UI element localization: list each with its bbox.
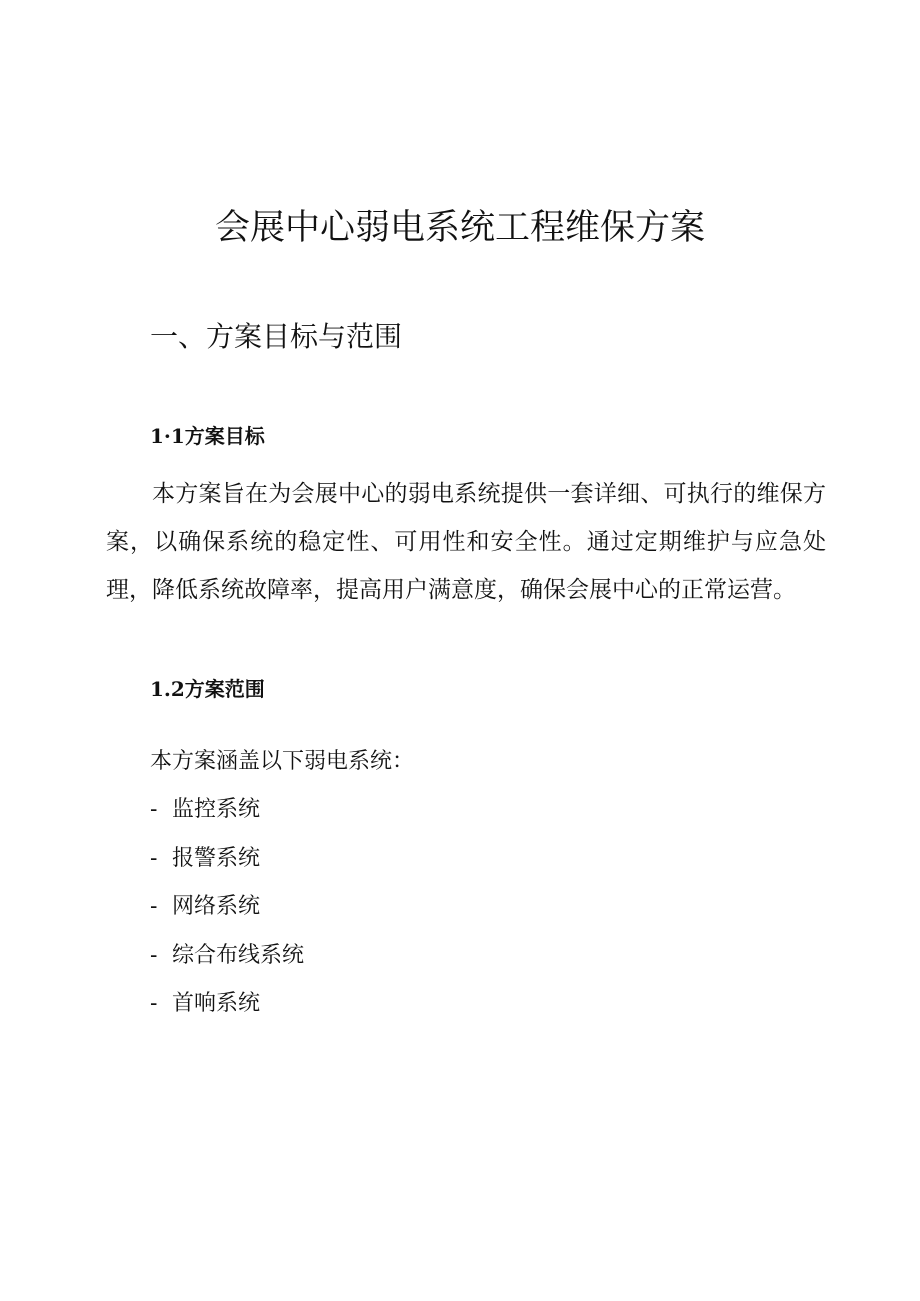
objective-paragraph: 本方案旨在为会展中心的弱电系统提供一套详细、可执行的维保方案，以确保系统的稳定性、可用性和安全性。通过定期维护与应急处理，降低系统故障率，提高用户满意度，确保会展中心的正常运营。 xyxy=(106,481,826,603)
list-dash: - xyxy=(150,797,158,822)
scope-intro: 本方案涵盖以下弱电系统： xyxy=(150,749,415,774)
list-item-label: 网络系统 xyxy=(172,894,261,919)
list-item xyxy=(150,980,304,1029)
list-item xyxy=(150,932,304,981)
list-item-label: 首响系统 xyxy=(172,991,261,1016)
list-dash: - xyxy=(150,845,158,871)
section-heading-1: 一、方案目标与范围 xyxy=(150,320,403,354)
list-dash: - xyxy=(150,894,158,919)
subsection-heading-1-1: 1·1方案目标 xyxy=(150,424,265,448)
subsection-heading-1-2: 1.2方案范围 xyxy=(150,677,265,701)
list-dash: - xyxy=(150,942,158,968)
list-dash: - xyxy=(150,991,158,1016)
system-list xyxy=(150,786,304,1029)
list-item xyxy=(150,883,304,932)
list-item xyxy=(150,786,304,835)
list-item xyxy=(150,835,304,884)
document-title: 会展中心弱电系统工程维保方案 xyxy=(214,208,705,249)
list-item-label: 综合布线系统 xyxy=(172,942,305,968)
list-item-label: 报警系统 xyxy=(172,845,261,871)
list-item-label: 监控系统 xyxy=(172,797,261,822)
